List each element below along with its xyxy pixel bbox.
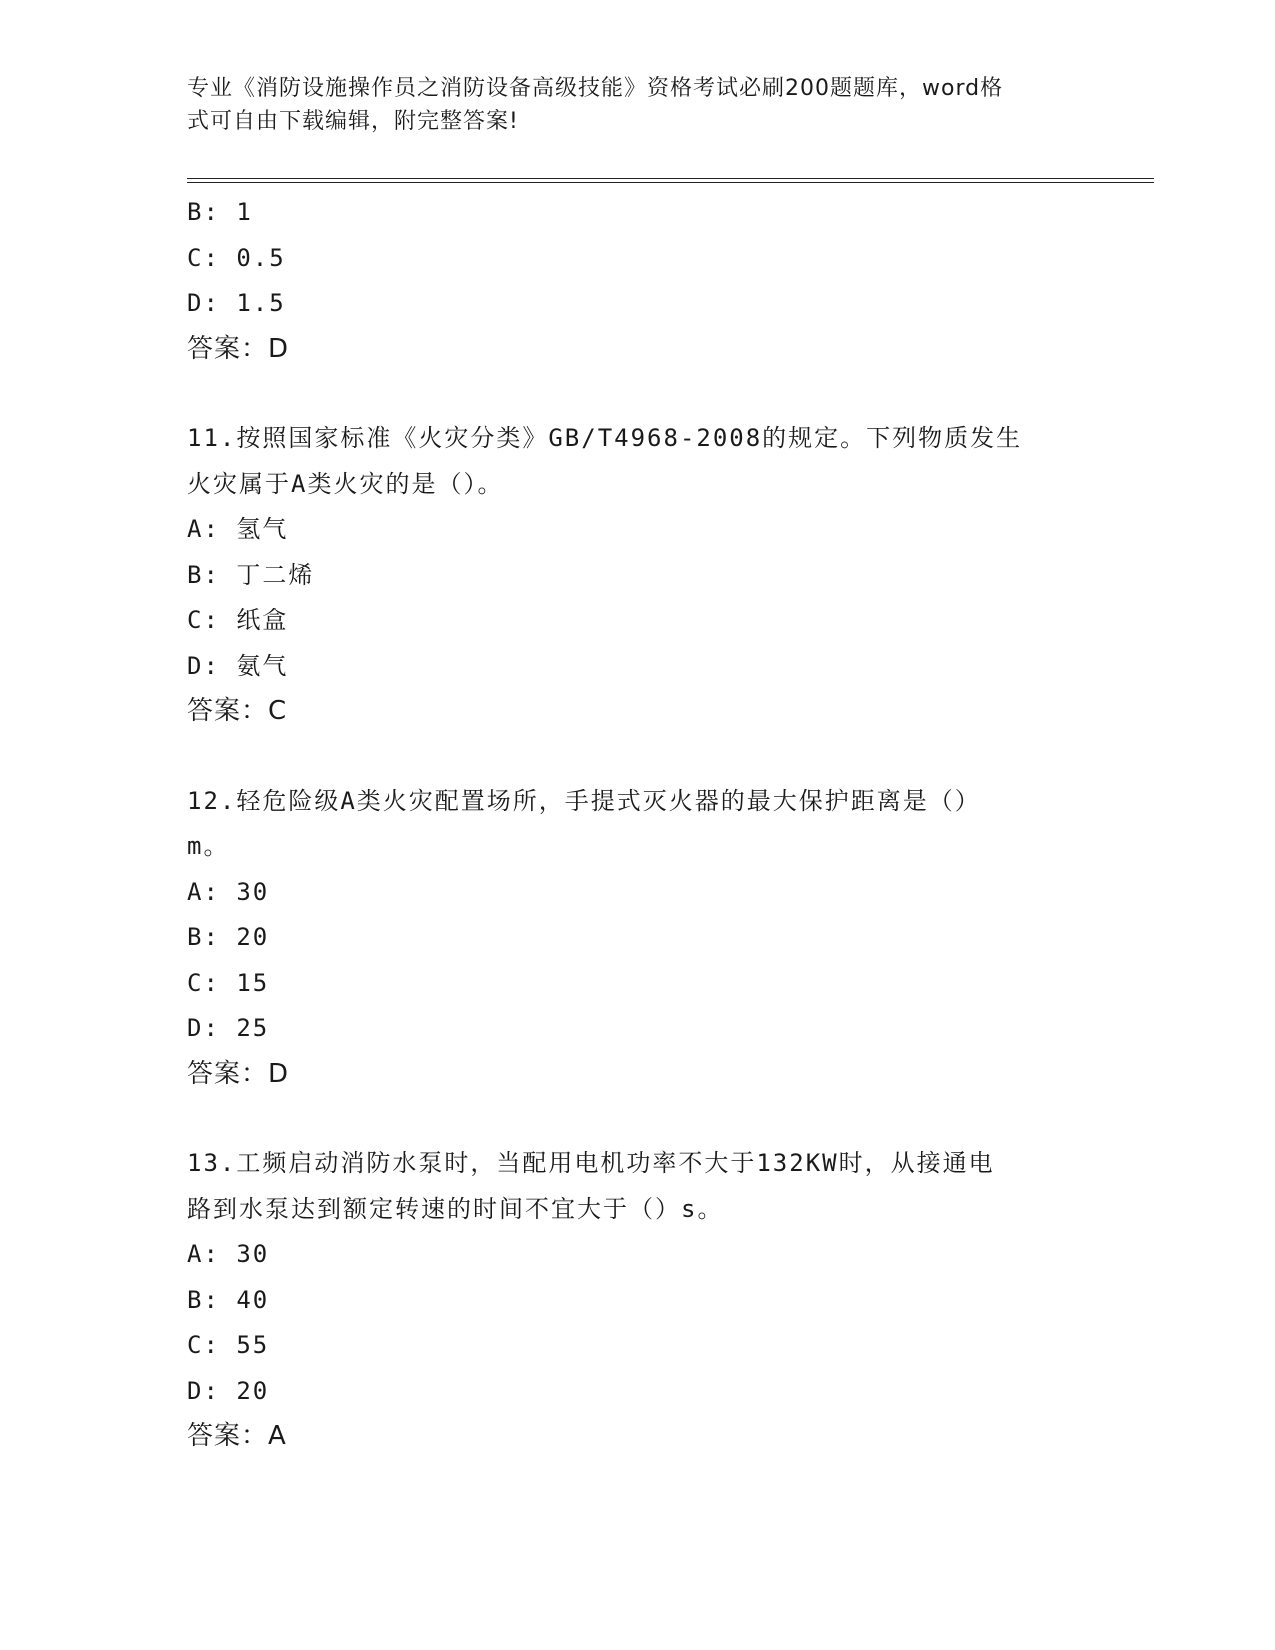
answer: 答案：A	[187, 1421, 287, 1451]
question-13	[187, 1141, 1087, 1460]
question-stem-line-1: 13.工频启动消防水泵时，当配用电机功率不大于132KW时，从接通电	[187, 1149, 995, 1177]
question-stem-line-2: 火灾属于A类火灾的是（）。	[187, 469, 504, 498]
header-rule-top	[187, 178, 1154, 179]
question-stem-line-1: 12.轻危险级A类火灾配置场所，手提式灭火器的最大保护距离是（）	[187, 786, 981, 815]
question-stem-line-1: 11.按照国家标准《火灾分类》GB/T4968-2008的规定。下列物质发生	[187, 424, 1023, 452]
answer: 答案：D	[187, 333, 290, 364]
option-d: D: 25	[187, 1014, 270, 1042]
option-a: A: 30	[187, 1240, 270, 1268]
question-stem-line-2: m。	[187, 832, 230, 860]
option-b: B: 丁二烯	[187, 560, 315, 589]
answer: 答案：C	[187, 696, 288, 726]
option-a: A: 30	[187, 877, 270, 906]
option-b: B: 40	[187, 1285, 270, 1314]
option-c: C: 15	[187, 968, 270, 997]
answer: 答案：D	[187, 1058, 290, 1089]
document-header	[187, 72, 1087, 138]
header-rule-bottom	[187, 182, 1154, 183]
header-line-1: 专业《消防设施操作员之消防设备高级技能》资格考试必刷200题题库，word格	[187, 76, 1004, 101]
header-line-2: 式可自由下载编辑，附完整答案!	[187, 109, 519, 134]
option-b: B: 20	[187, 923, 270, 951]
question-12	[187, 779, 1087, 1098]
question-11	[187, 416, 1087, 735]
option-c: C: 纸盒	[187, 606, 289, 634]
option-c: C: 55	[187, 1331, 270, 1359]
option-c: C: 0.5	[187, 243, 286, 272]
option-d: D: 氨气	[187, 651, 289, 680]
option-b: B: 1	[187, 198, 253, 226]
document-body	[187, 190, 1087, 1460]
option-a: A: 氢气	[187, 515, 289, 543]
question-10-tail	[187, 190, 1087, 372]
option-d: D: 1.5	[187, 289, 286, 317]
option-d: D: 20	[187, 1376, 270, 1405]
question-stem-line-2: 路到水泵达到额定转速的时间不宜大于（）s。	[187, 1194, 724, 1223]
